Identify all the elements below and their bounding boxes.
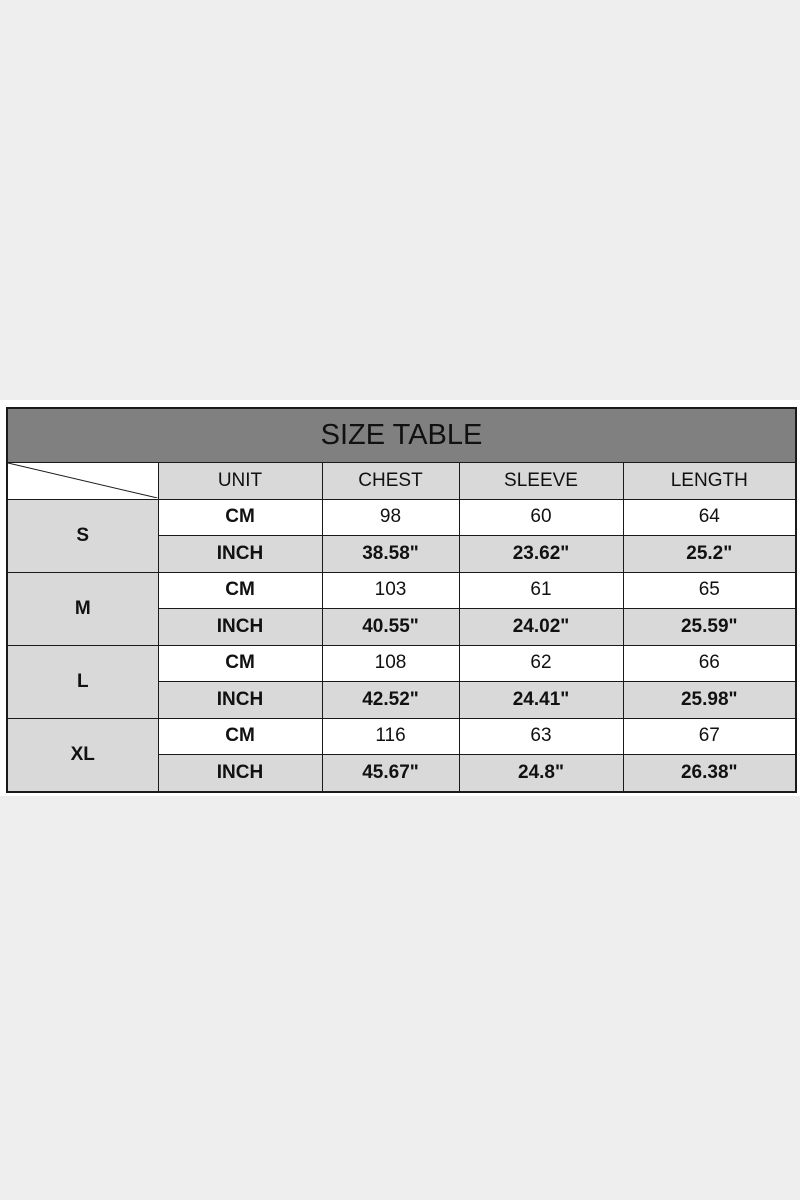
chest-cell: 45.67"	[322, 755, 459, 792]
chest-cell: 98	[322, 499, 459, 536]
unit-cell: INCH	[158, 755, 322, 792]
sleeve-cell: 62	[459, 645, 623, 682]
unit-cell: INCH	[158, 682, 322, 719]
header-chest: CHEST	[322, 463, 459, 500]
chest-cell: 38.58"	[322, 536, 459, 573]
table-row	[7, 572, 796, 609]
length-cell: 67	[623, 718, 796, 755]
chest-cell: 42.52"	[322, 682, 459, 719]
header-row	[7, 463, 796, 500]
size-label: S	[7, 499, 158, 572]
length-cell: 25.59"	[623, 609, 796, 646]
header-length: LENGTH	[623, 463, 796, 500]
table-row	[7, 718, 796, 755]
sleeve-cell: 60	[459, 499, 623, 536]
table-row	[7, 499, 796, 536]
length-cell: 65	[623, 572, 796, 609]
table-title: SIZE TABLE	[7, 408, 796, 463]
length-cell: 26.38"	[623, 755, 796, 792]
unit-cell: INCH	[158, 609, 322, 646]
size-label: XL	[7, 718, 158, 792]
size-label: L	[7, 645, 158, 718]
length-cell: 66	[623, 645, 796, 682]
chest-cell: 103	[322, 572, 459, 609]
chest-cell: 40.55"	[322, 609, 459, 646]
header-unit: UNIT	[158, 463, 322, 500]
header-sleeve: SLEEVE	[459, 463, 623, 500]
sleeve-cell: 63	[459, 718, 623, 755]
chest-cell: 108	[322, 645, 459, 682]
diagonal-line-icon	[8, 463, 158, 498]
length-cell: 64	[623, 499, 796, 536]
unit-cell: CM	[158, 572, 322, 609]
unit-cell: CM	[158, 718, 322, 755]
unit-cell: CM	[158, 645, 322, 682]
length-cell: 25.98"	[623, 682, 796, 719]
corner-diagonal-cell	[7, 463, 158, 500]
unit-cell: INCH	[158, 536, 322, 573]
unit-cell: CM	[158, 499, 322, 536]
chest-cell: 116	[322, 718, 459, 755]
sleeve-cell: 24.8"	[459, 755, 623, 792]
sleeve-cell: 23.62"	[459, 536, 623, 573]
sleeve-cell: 24.02"	[459, 609, 623, 646]
sleeve-cell: 24.41"	[459, 682, 623, 719]
size-label: M	[7, 572, 158, 645]
table-row	[7, 645, 796, 682]
sleeve-cell: 61	[459, 572, 623, 609]
title-row	[7, 408, 796, 463]
size-table	[6, 407, 797, 793]
length-cell: 25.2"	[623, 536, 796, 573]
